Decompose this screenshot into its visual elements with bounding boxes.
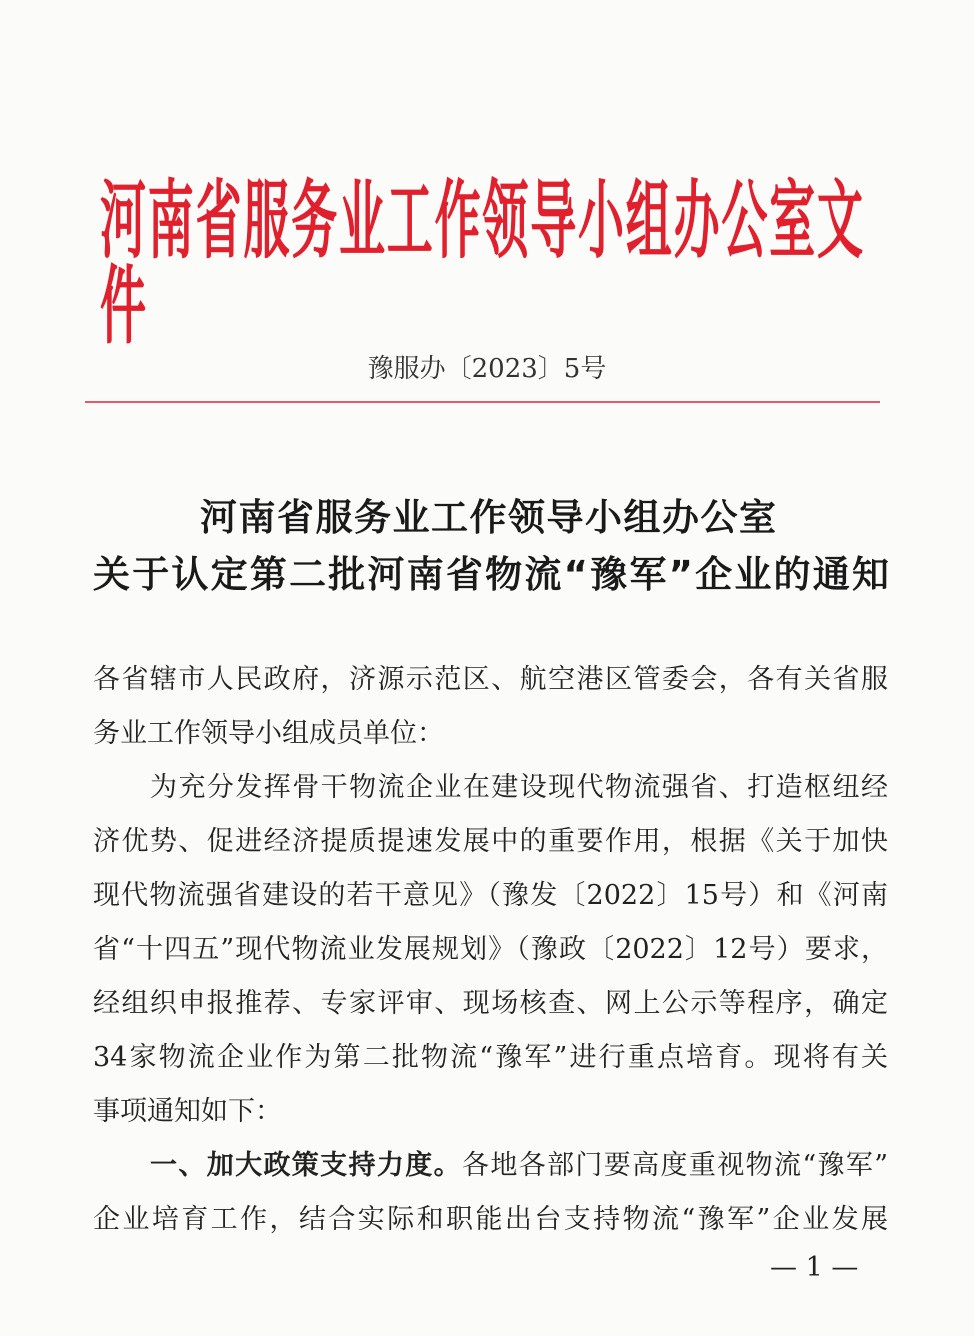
body-line: 各省辖市人民政府，济源示范区、航空港区管委会，各有关省服 xyxy=(93,664,888,695)
body-line: 经组织申报推荐、专家评审、现场核查、网上公示等程序，确定 xyxy=(93,988,888,1019)
body-line: 34家物流企业作为第二批物流“豫军”进行重点培育。现将有关 xyxy=(93,1042,888,1073)
notice-title-line-1: 河南省服务业工作领导小组办公室 xyxy=(200,496,776,539)
body-line: 济优势、促进经济提质提速发展中的重要作用，根据《关于加快 xyxy=(93,826,888,857)
page-number: — 1 — xyxy=(770,1252,859,1283)
body-line: 为充分发挥骨干物流企业在建设现代物流强省、打造枢纽经 xyxy=(150,772,888,803)
section-1-line xyxy=(150,1150,888,1182)
body-line: 现代物流强省建设的若干意见》（豫发〔2022〕15号）和《河南 xyxy=(93,880,888,911)
document-header-title: 河南省服务业工作领导小组办公室文件 xyxy=(100,170,862,356)
notice-title-line-2: 关于认定第二批河南省物流“豫军”企业的通知 xyxy=(93,553,889,596)
body-line: 事项通知如下： xyxy=(93,1096,282,1127)
section-1-heading: 一、加大政策支持力度。 xyxy=(150,1150,462,1181)
document-number: 豫服办〔2023〕5号 xyxy=(367,354,607,384)
body-line: 企业培育工作，结合实际和职能出台支持物流“豫军”企业发展 xyxy=(93,1204,888,1235)
body-line: 省“十四五”现代物流业发展规划》（豫政〔2022〕12号）要求， xyxy=(93,934,888,965)
red-divider-line xyxy=(85,401,880,403)
section-1-text: 各地各部门要高度重视物流“豫军” xyxy=(461,1150,889,1181)
body-line: 务业工作领导小组成员单位： xyxy=(93,718,444,749)
